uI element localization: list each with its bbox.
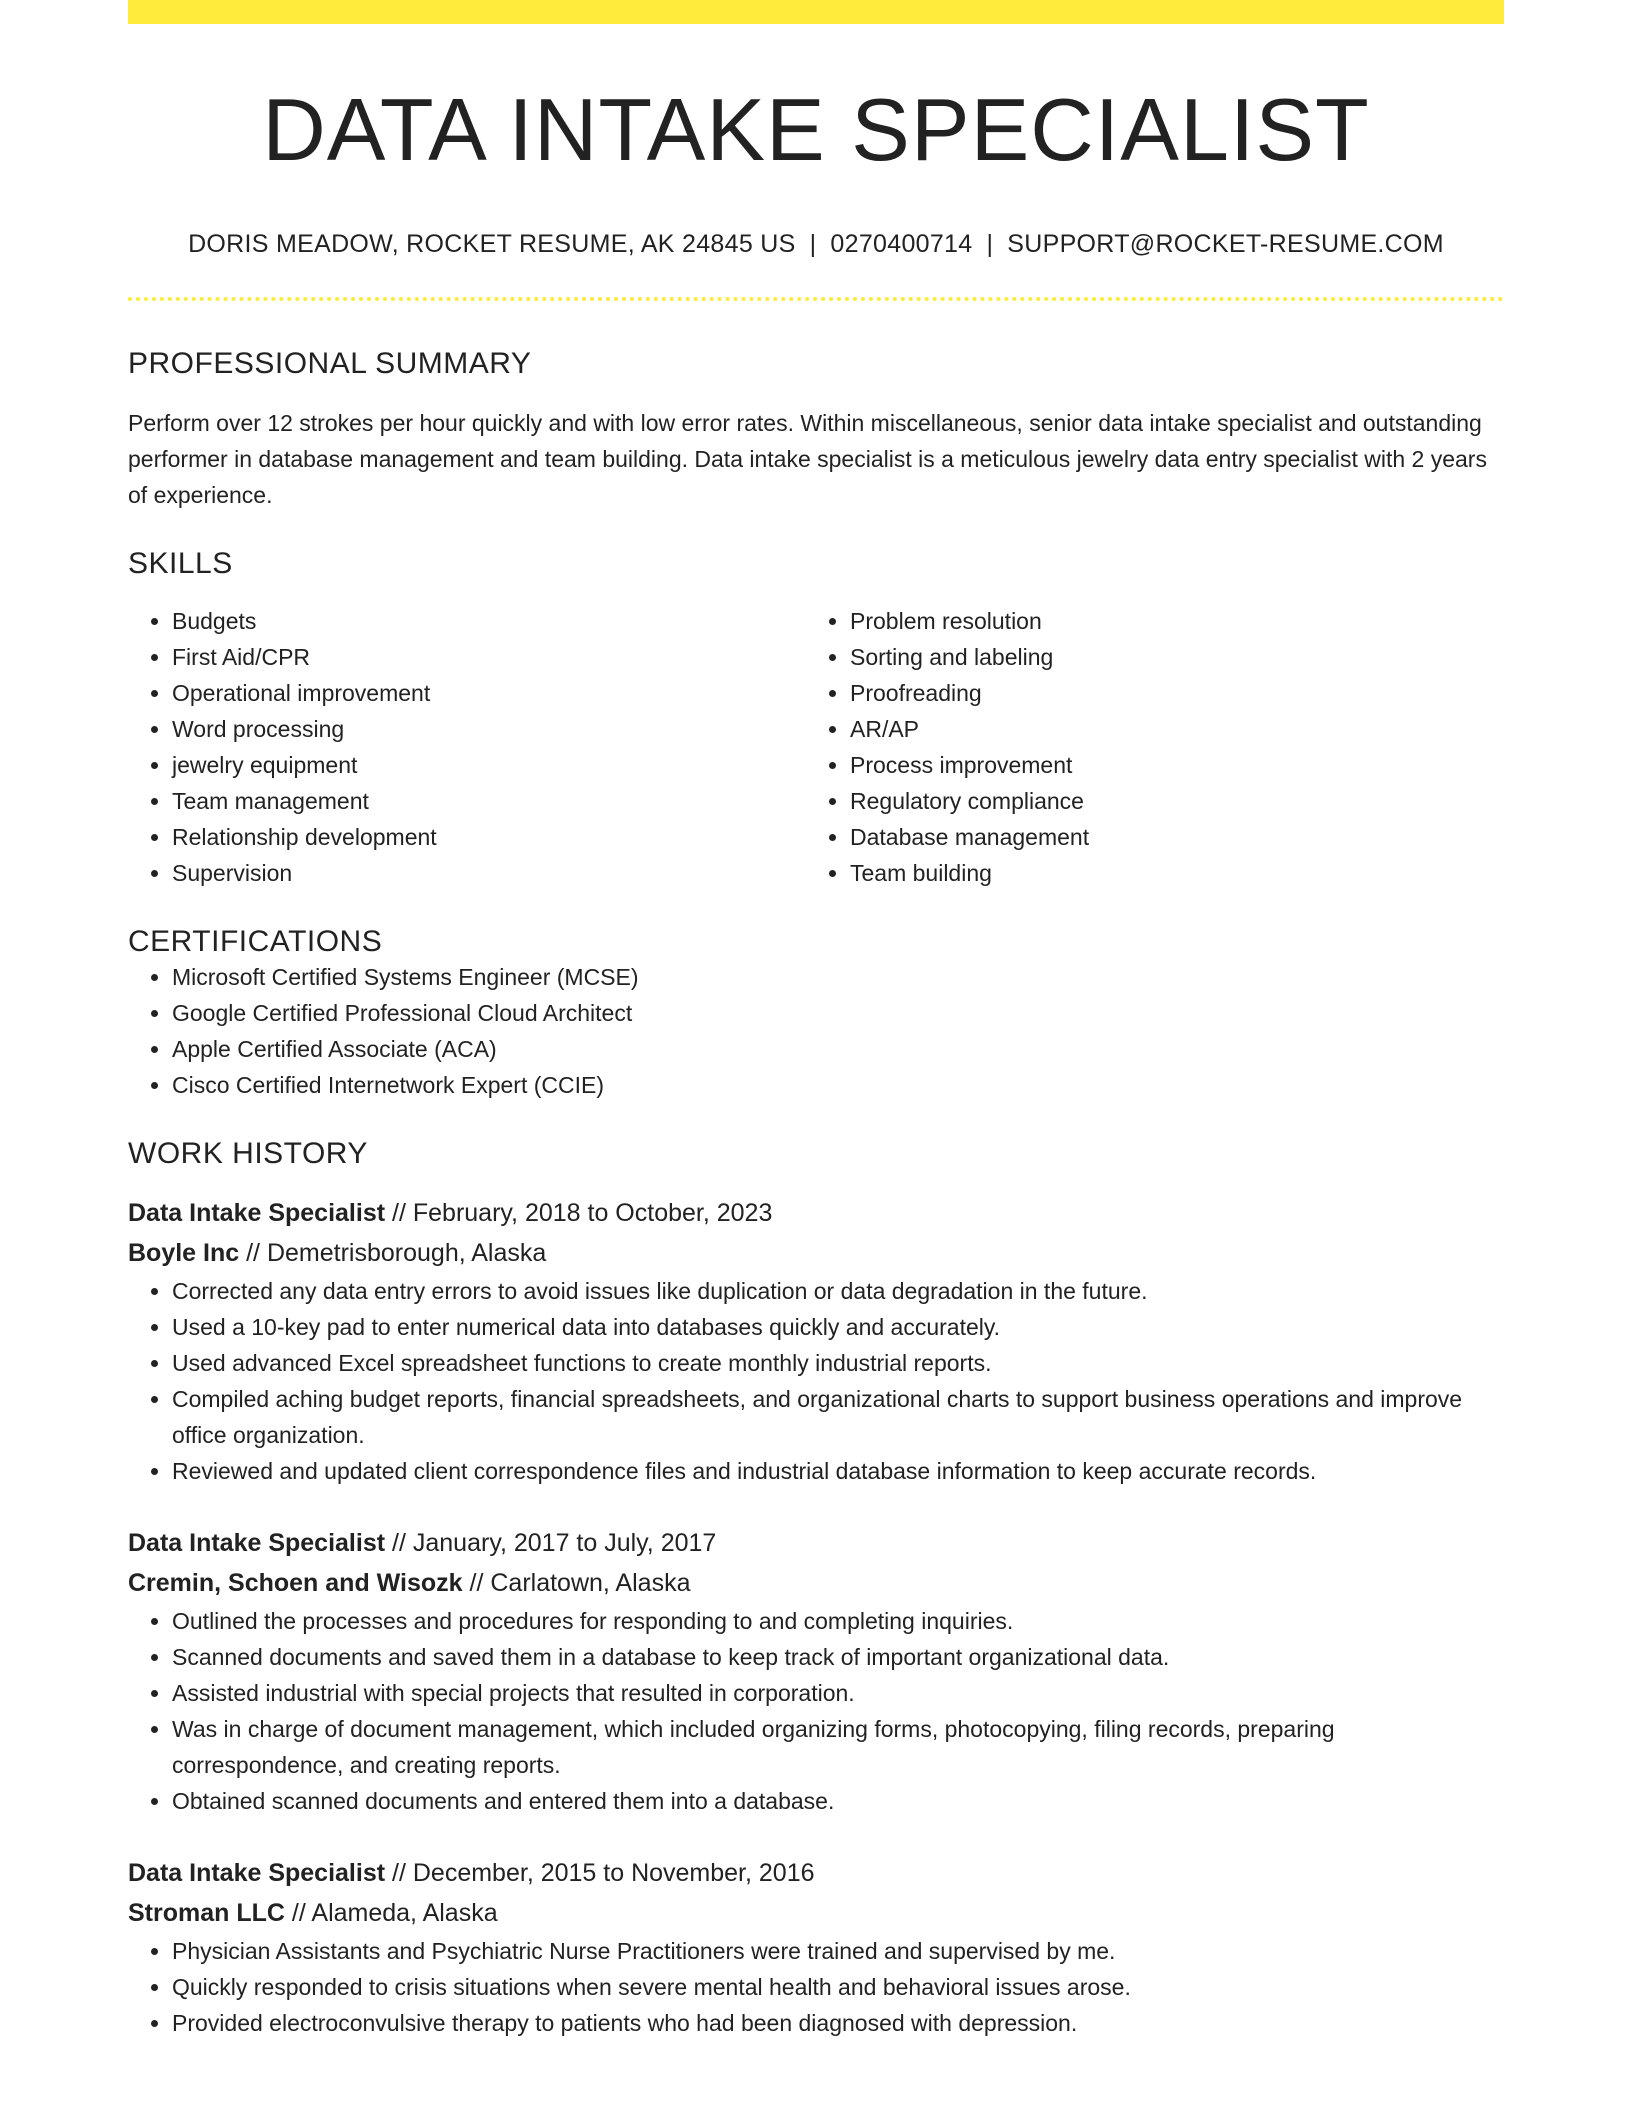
summary-text: Perform over 12 strokes per hour quickly and with low error rates. Within miscellaneous, senior data intake specialist and outstanding performer in database management and team building. Data intake specialist is a meticulous jewelry data entry specialist with 2 years of experience. <box>128 410 1487 508</box>
contact-line <box>128 230 1504 259</box>
skills-grid <box>128 603 1504 891</box>
job-title: Data Intake Specialist <box>128 1859 386 1887</box>
job-entry <box>128 1193 1504 1489</box>
job-bullet: • Corrected any data entry errors to avoid issues like duplication or data degradation in the future. <box>172 1273 1504 1309</box>
header-divider <box>128 297 1504 301</box>
contact-phone: 0270400714 <box>830 230 973 258</box>
job-company-line <box>128 1563 1504 1603</box>
skill-item: • Process improvement <box>850 747 1484 783</box>
certification-item: • Apple Certified Associate (ACA) <box>172 1031 1504 1067</box>
skill-item: • Problem resolution <box>850 603 1484 639</box>
job-company: Boyle Inc <box>128 1239 240 1267</box>
job-divider: // <box>246 1239 261 1267</box>
job-location: Alameda, Alaska <box>311 1899 498 1927</box>
skill-item: • Relationship development <box>172 819 806 855</box>
certification-item: • Google Certified Professional Cloud Architect <box>172 995 1504 1031</box>
contact-separator: | <box>986 230 994 258</box>
summary-heading: PROFESSIONAL SUMMARY <box>128 347 532 380</box>
job-company-line <box>128 1233 1504 1273</box>
job-bullet-list <box>128 1603 1504 1819</box>
job-bullet: • Assisted industrial with special projects that resulted in corporation. <box>172 1675 1504 1711</box>
contact-separator: | <box>809 230 817 258</box>
skills-list-left <box>128 603 806 891</box>
work-history-heading: WORK HISTORY <box>128 1137 368 1170</box>
skills-list-right <box>806 603 1484 891</box>
job-dates: December, 2015 to November, 2016 <box>412 1859 815 1887</box>
job-bullet: • Used advanced Excel spreadsheet functions to create monthly industrial reports. <box>172 1345 1504 1381</box>
job-bullet: • Obtained scanned documents and entered them into a database. <box>172 1783 1504 1819</box>
job-bullet: • Scanned documents and saved them in a database to keep track of important organizational data. <box>172 1639 1504 1675</box>
job-bullet-list <box>128 1273 1504 1489</box>
resume-page <box>128 0 1504 2041</box>
job-bullet: • Provided electroconvulsive therapy to patients who had been diagnosed with depression. <box>172 2005 1504 2041</box>
skills-column-right <box>806 603 1484 891</box>
job-bullet: • Quickly responded to crisis situations when severe mental health and behavioral issues arose. <box>172 1969 1504 2005</box>
job-location: Carlatown, Alaska <box>490 1569 691 1597</box>
page-title: DATA INTAKE SPECIALIST <box>262 80 1370 179</box>
contact-address: DORIS MEADOW, ROCKET RESUME, AK 24845 US <box>188 230 796 258</box>
job-divider: // <box>392 1859 406 1887</box>
job-bullet: • Compiled aching budget reports, financial spreadsheets, and organizational charts to support business operations and improve office organization. <box>172 1381 1504 1453</box>
job-bullet: • Used a 10-key pad to enter numerical data into databases quickly and accurately. <box>172 1309 1504 1345</box>
job-entry <box>128 1523 1504 1819</box>
skill-item: • Proofreading <box>850 675 1484 711</box>
job-dates: January, 2017 to July, 2017 <box>412 1529 717 1557</box>
job-company: Cremin, Schoen and Wisozk <box>128 1569 463 1597</box>
job-title-line <box>128 1193 1504 1233</box>
job-company: Stroman LLC <box>128 1899 285 1927</box>
skill-item: • AR/AP <box>850 711 1484 747</box>
job-divider: // <box>392 1529 406 1557</box>
certification-item: • Cisco Certified Internetwork Expert (CCIE) <box>172 1067 1504 1103</box>
job-title: Data Intake Specialist <box>128 1529 386 1557</box>
job-divider: // <box>469 1569 484 1597</box>
skill-item: • Operational improvement <box>172 675 806 711</box>
skill-item: • First Aid/CPR <box>172 639 806 675</box>
job-title-line <box>128 1523 1504 1563</box>
job-title-line <box>128 1853 1504 1893</box>
job-bullet: • Physician Assistants and Psychiatric Nurse Practitioners were trained and supervised by me. <box>172 1933 1504 1969</box>
skill-item: • jewelry equipment <box>172 747 806 783</box>
skill-item: • Database management <box>850 819 1484 855</box>
certifications-heading: CERTIFICATIONS <box>128 925 383 958</box>
job-title: Data Intake Specialist <box>128 1199 386 1227</box>
skills-heading: SKILLS <box>128 547 233 580</box>
skill-item: • Word processing <box>172 711 806 747</box>
skill-item: • Sorting and labeling <box>850 639 1484 675</box>
certifications-list <box>128 959 1504 1103</box>
skill-item: • Budgets <box>172 603 806 639</box>
job-bullet: • Reviewed and updated client correspondence files and industrial database information to keep accurate records. <box>172 1453 1504 1489</box>
job-location: Demetrisborough, Alaska <box>266 1239 547 1267</box>
skill-item: • Team building <box>850 855 1484 891</box>
job-bullet: • Outlined the processes and procedures for responding to and completing inquiries. <box>172 1603 1504 1639</box>
job-bullet: • Was in charge of document management, which included organizing forms, photocopying, filing records, preparing correspondence, and creating reports. <box>172 1711 1504 1783</box>
skill-item: • Regulatory compliance <box>850 783 1484 819</box>
contact-email: SUPPORT@ROCKET-RESUME.COM <box>1007 230 1444 258</box>
skills-column-left <box>128 603 806 891</box>
job-company-line <box>128 1893 1504 1933</box>
certification-item: • Microsoft Certified Systems Engineer (MCSE) <box>172 959 1504 995</box>
job-divider: // <box>392 1199 406 1227</box>
accent-top-bar <box>128 0 1504 24</box>
job-bullet-list <box>128 1933 1504 2041</box>
job-dates: February, 2018 to October, 2023 <box>412 1199 773 1227</box>
skill-item: • Supervision <box>172 855 806 891</box>
skill-item: • Team management <box>172 783 806 819</box>
job-divider: // <box>291 1899 306 1927</box>
job-entry <box>128 1853 1504 2041</box>
